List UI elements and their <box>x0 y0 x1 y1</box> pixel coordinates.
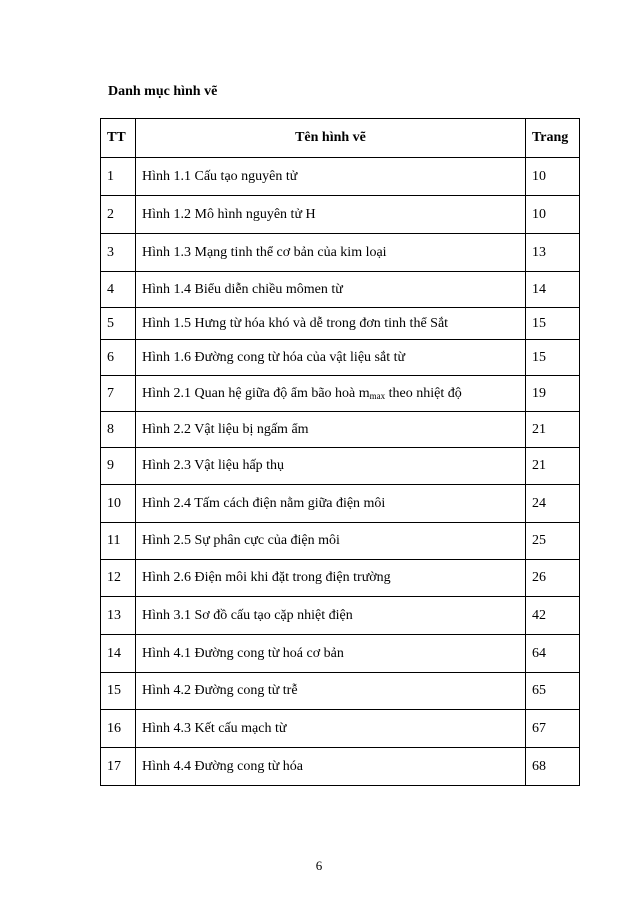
table-row <box>101 196 580 234</box>
table-row <box>101 523 580 560</box>
row-tt: 14 <box>101 635 136 673</box>
table-row <box>101 272 580 308</box>
row-page: 10 <box>526 196 580 234</box>
row-name: Hình 1.3 Mạng tinh thể cơ bản của kim loại <box>136 234 526 272</box>
row-page: 10 <box>526 158 580 196</box>
row-page: 64 <box>526 635 580 673</box>
row-name: Hình 2.2 Vật liệu bị ngấm ẩm <box>136 412 526 448</box>
row-name: Hình 3.1 Sơ đồ cấu tạo cặp nhiệt điện <box>136 597 526 635</box>
row-page: 14 <box>526 272 580 308</box>
row-name: Hình 2.5 Sự phân cực của điện môi <box>136 523 526 560</box>
header-page: Trang <box>526 119 580 158</box>
row-tt: 1 <box>101 158 136 196</box>
row-page: 65 <box>526 673 580 710</box>
row-page: 13 <box>526 234 580 272</box>
row-name <box>136 376 526 412</box>
row-tt: 6 <box>101 340 136 376</box>
row-tt: 13 <box>101 597 136 635</box>
table-row <box>101 597 580 635</box>
row-page: 26 <box>526 560 580 597</box>
table-row <box>101 710 580 748</box>
table-row <box>101 560 580 597</box>
row-name: Hình 1.2 Mô hình nguyên tử H <box>136 196 526 234</box>
row-tt: 9 <box>101 448 136 485</box>
row-page: 24 <box>526 485 580 523</box>
row-page: 15 <box>526 308 580 340</box>
row-page: 67 <box>526 710 580 748</box>
row-tt: 11 <box>101 523 136 560</box>
row-tt: 12 <box>101 560 136 597</box>
row-tt: 10 <box>101 485 136 523</box>
page-number: 6 <box>315 858 323 873</box>
row-name: Hình 4.3 Kết cấu mạch từ <box>136 710 526 748</box>
row-tt: 15 <box>101 673 136 710</box>
row-tt: 16 <box>101 710 136 748</box>
table-row <box>101 340 580 376</box>
row-name: Hình 4.2 Đường cong từ trễ <box>136 673 526 710</box>
row-name-text: Hình 2.1 Quan hệ giữa độ ẩm bão hoà m <box>142 385 370 401</box>
table-header-row <box>101 119 580 158</box>
table-row <box>101 376 580 412</box>
row-name-text-end: theo nhiệt độ <box>385 385 462 401</box>
row-page: 21 <box>526 448 580 485</box>
table-row <box>101 635 580 673</box>
row-name: Hình 2.4 Tấm cách điện nằm giữa điện môi <box>136 485 526 523</box>
table-row <box>101 485 580 523</box>
row-name: Hình 4.1 Đường cong từ hoá cơ bản <box>136 635 526 673</box>
table-row <box>101 412 580 448</box>
list-of-figures-heading: Danh mục hình vẽ <box>108 84 218 99</box>
row-name-subscript: max <box>369 390 386 401</box>
row-name: Hình 1.4 Biểu diễn chiều mômen từ <box>136 272 526 308</box>
row-tt: 2 <box>101 196 136 234</box>
row-page: 42 <box>526 597 580 635</box>
row-page: 15 <box>526 340 580 376</box>
row-name: Hình 2.3 Vật liệu hấp thụ <box>136 448 526 485</box>
row-page: 21 <box>526 412 580 448</box>
row-page: 19 <box>526 376 580 412</box>
row-name: Hình 4.4 Đường cong từ hóa <box>136 748 526 786</box>
row-tt: 5 <box>101 308 136 340</box>
table-row <box>101 158 580 196</box>
table-row <box>101 308 580 340</box>
header-tt: TT <box>101 119 136 158</box>
figures-table <box>100 118 580 786</box>
row-tt: 3 <box>101 234 136 272</box>
row-name: Hình 1.5 Hưng từ hóa khó và dễ trong đơn tinh thể Sắt <box>136 308 526 340</box>
row-tt: 4 <box>101 272 136 308</box>
row-name: Hình 1.1 Cấu tạo nguyên tử <box>136 158 526 196</box>
row-page: 25 <box>526 523 580 560</box>
row-name: Hình 2.6 Điện môi khi đặt trong điện trường <box>136 560 526 597</box>
header-name: Tên hình vẽ <box>136 119 526 158</box>
table-row <box>101 673 580 710</box>
row-name: Hình 1.6 Đường cong từ hóa của vật liệu sắt từ <box>136 340 526 376</box>
table-row <box>101 748 580 786</box>
table-row <box>101 234 580 272</box>
row-page: 68 <box>526 748 580 786</box>
table-row <box>101 448 580 485</box>
row-tt: 8 <box>101 412 136 448</box>
row-tt: 7 <box>101 376 136 412</box>
row-tt: 17 <box>101 748 136 786</box>
